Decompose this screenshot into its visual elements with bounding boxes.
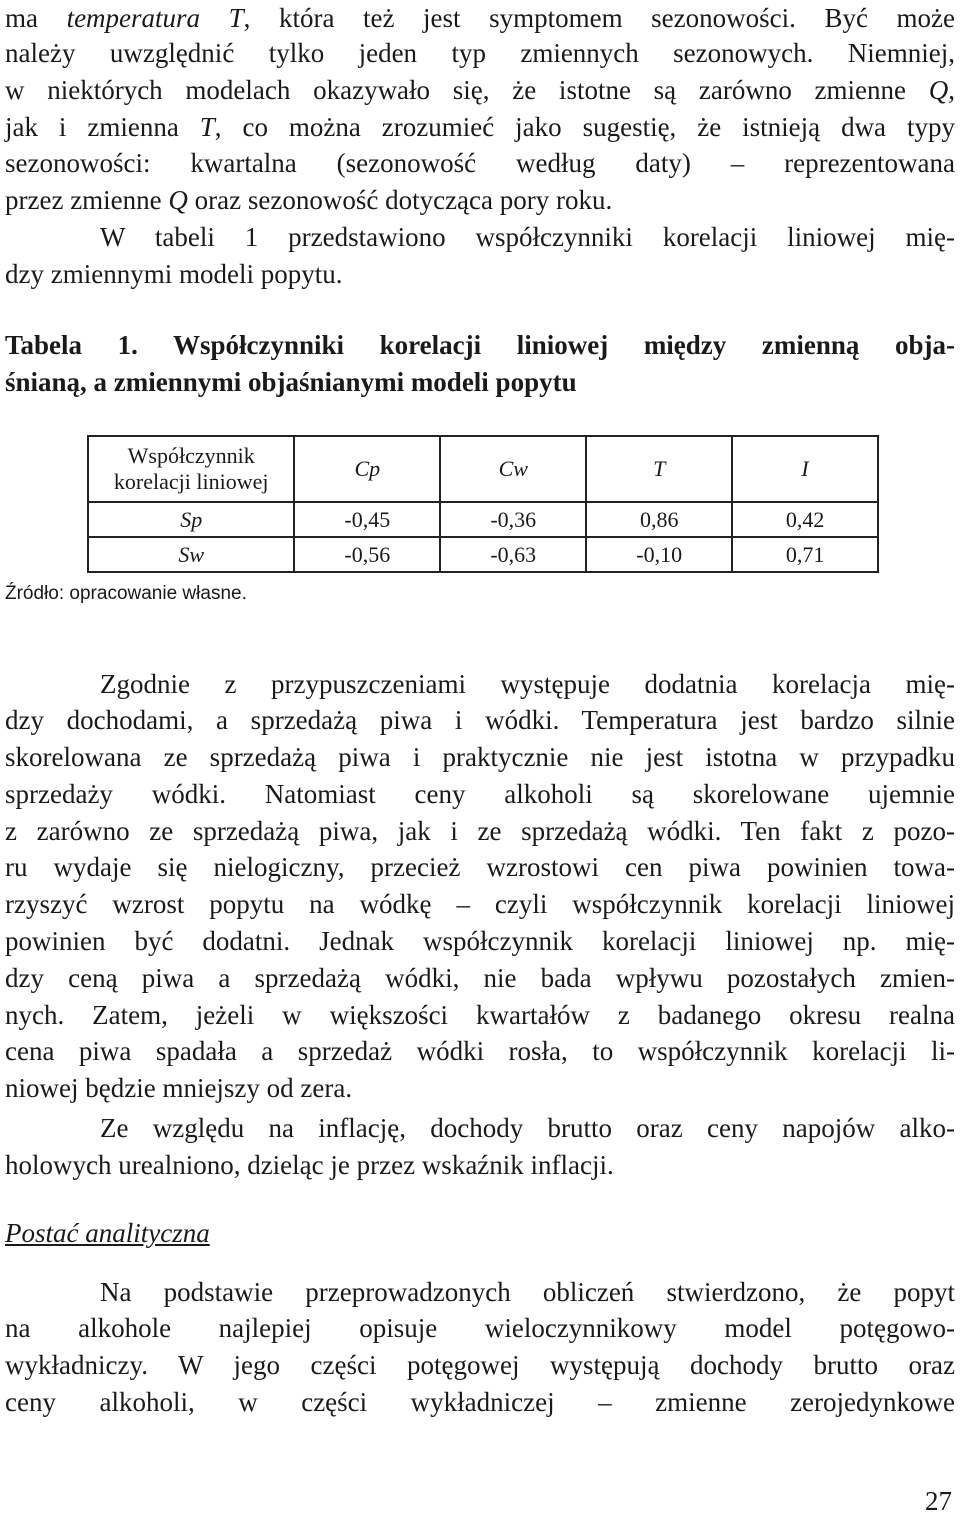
table-caption-line-1: Tabela 1. Współczynniki korelacji liniowej między zmienną obja- [5,330,955,360]
row-label-sp: Sp [88,502,294,537]
table-caption-line-2: śnianą, a zmiennymi objaśnianymi modeli popytu [5,367,577,397]
paragraph3-line-10: nych. Zatem, jeżeli w większości kwartałów z badanego okresu realna [5,1000,955,1030]
page-number: 27 [925,1486,952,1516]
paragraph1-line-5: sezonowości: kwartalna (sezonowość według daty) – reprezentowana [5,148,955,178]
paragraph3-line-1: Zgodnie z przypuszczeniami występuje dodatnia korelacja mię- [100,669,955,699]
paragraph5-line-2: na alkohole najlepiej opisuje wieloczynnikowy model potęgowo- [5,1313,955,1343]
row-label-sw: Sw [88,537,294,572]
table-cell: -0,36 [440,502,586,537]
paragraph4-line-2: holowych urealniono, dzieląc je przez wskaźnik inflacji. [5,1150,614,1180]
table-cell: 0,71 [732,537,878,572]
corner-header-line-2: korelacji liniowej [113,469,269,494]
table-header-row [88,436,878,502]
paragraph3-line-8: powinien być dodatni. Jednak współczynnik korelacji liniowej np. mię- [5,926,955,956]
table-row-sw [88,537,878,572]
paragraph5-line-3: wykładniczy. W jego części potęgowej występują dochody brutto oraz [5,1350,955,1380]
paragraph5-line-4: ceny alkoholi, w części wykładniczej – zmienne zerojedynkowe [5,1387,955,1417]
paragraph3-line-2: dzy dochodami, a sprzedażą piwa i wódki. Temperatura jest bardzo silnie [5,705,955,735]
paragraph1-line-1: ma temperatura T, która też jest symptomem sezonowości. Być może [5,3,955,33]
paragraph3-line-3: skorelowana ze sprzedażą piwa i praktycznie nie jest istotna w przypadku [5,742,955,772]
paragraph3-line-4: sprzedaży wódki. Natomiast ceny alkoholi są skorelowane ujemnie [5,779,955,809]
table-source-note: Źródło: opracowanie własne. [5,583,247,604]
column-header-t: T [586,436,732,502]
paragraph3-line-11: cena piwa spadała a sprzedaż wódki rosła, to współczynnik korelacji li- [5,1036,955,1066]
paragraph1-line-4: jak i zmienna T, co można zrozumieć jako sugestię, że istnieją dwa typy [5,112,955,142]
correlation-table [87,435,879,573]
paragraph4-line-1: Ze względu na inflację, dochody brutto oraz ceny napojów alko- [100,1113,955,1143]
column-header-cp: Cp [294,436,440,502]
paragraph1-line-3: w niektórych modelach okazywało się, że istotne są zarówno zmienne Q, [5,75,955,105]
table-cell: -0,45 [294,502,440,537]
corner-header-line-1: Współczynnik [127,443,255,468]
paragraph2-line-1: W tabeli 1 przedstawiono współczynniki korelacji liniowej mię- [100,222,955,252]
paragraph2-line-2: dzy zmiennymi modeli popytu. [5,259,343,289]
table-cell: -0,56 [294,537,440,572]
paragraph3-line-7: rzyszyć wzrost popytu na wódkę – czyli współczynnik korelacji liniowej [5,889,955,919]
table-cell: -0,63 [440,537,586,572]
table-cell: -0,10 [586,537,732,572]
paragraph3-line-12: niowej będzie mniejszy od zera. [5,1073,353,1103]
column-header-cw: Cw [440,436,586,502]
paragraph3-line-5: z zarówno ze sprzedażą piwa, jak i ze sprzedażą wódki. Ten fakt z pozo- [5,816,955,846]
table-row-sp [88,502,878,537]
paragraph3-line-9: dzy ceną piwa a sprzedażą wódki, nie bada wpływu pozostałych zmien- [5,963,955,993]
paragraph5-line-1: Na podstawie przeprowadzonych obliczeń stwierdzono, że popyt [100,1277,955,1307]
section-heading: Postać analityczna [5,1218,210,1248]
paragraph1-line-2: należy uwzględnić tylko jeden typ zmiennych sezonowych. Niemniej, [5,38,955,68]
table-corner-header [88,436,294,502]
paragraph3-line-6: ru wydaje się nielogiczny, przecież wzrostowi cen piwa powinien towa- [5,852,955,882]
table-cell: 0,86 [586,502,732,537]
paragraph1-line-6: przez zmienne Q oraz sezonowość dotycząca pory roku. [5,185,613,215]
column-header-i: I [732,436,878,502]
table-cell: 0,42 [732,502,878,537]
